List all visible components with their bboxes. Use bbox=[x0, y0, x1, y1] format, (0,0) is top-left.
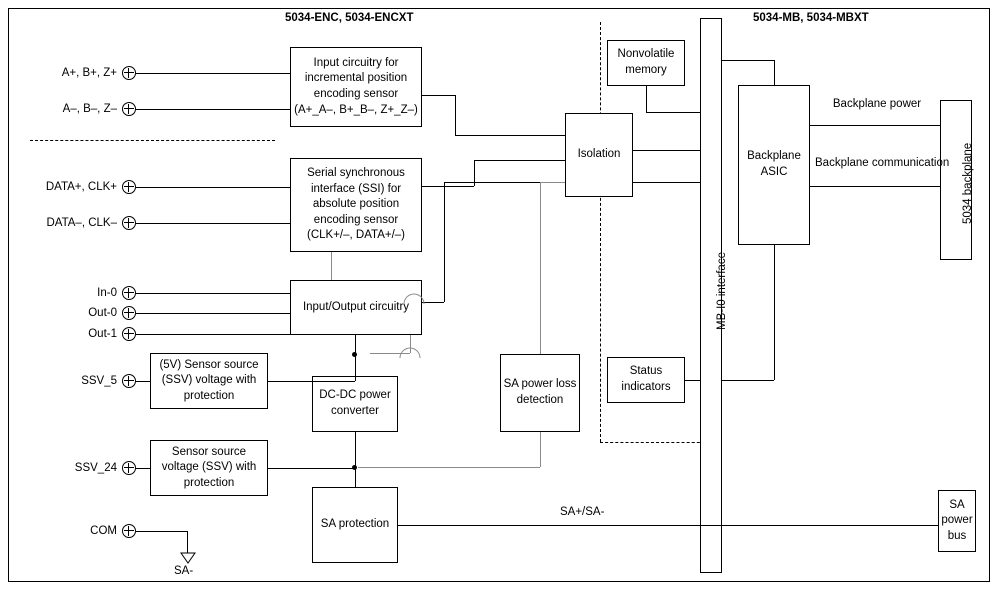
label-backplane-power bbox=[832, 97, 922, 112]
block-nonvolatile-memory[interactable]: Nonvolatile memory bbox=[607, 40, 685, 86]
wire-ssv-24 bbox=[136, 468, 150, 469]
block-status-indicators[interactable]: Status indicators bbox=[607, 357, 685, 403]
block-ssv-24-protection[interactable]: Sensor source voltage (SSV) with protection bbox=[150, 440, 268, 496]
wire-nvm-down bbox=[646, 86, 647, 112]
block-ssi[interactable]: Serial synchronous interface (SSI) for absolute position encoding sensor (CLK+/–, DATA+/–) bbox=[290, 158, 422, 252]
wire-a-plus bbox=[136, 73, 290, 74]
wire-com bbox=[136, 531, 188, 532]
wire-ssv5-node-up bbox=[355, 335, 356, 381]
label-a-plus: A+, B+, Z+ bbox=[61, 67, 117, 79]
terminal-ssv-5[interactable] bbox=[122, 374, 136, 388]
wire-io-out-v bbox=[444, 182, 445, 302]
block-dcdc-converter[interactable]: DC-DC power converter bbox=[312, 376, 398, 432]
header-encoder: 5034-ENC, 5034-ENCXT bbox=[285, 12, 414, 24]
wire-inc-out-v bbox=[455, 95, 456, 135]
wire-com-down bbox=[187, 531, 188, 553]
block-sa-power-loss[interactable]: SA power loss detection bbox=[500, 354, 580, 432]
terminal-ssv-24[interactable] bbox=[122, 461, 136, 475]
label-ssv-5: SSV_5 bbox=[81, 375, 117, 387]
wire-out-0 bbox=[136, 313, 290, 314]
wire-saloss-down bbox=[540, 432, 541, 467]
wire-nvm-to-mbio bbox=[646, 112, 700, 113]
wire-status-to-mbio bbox=[685, 380, 700, 381]
label-ssv-24: SSV_24 bbox=[74, 462, 117, 474]
wire-inc-out bbox=[422, 95, 455, 96]
label-out-0: Out-0 bbox=[88, 307, 117, 319]
terminal-a-plus[interactable] bbox=[122, 66, 136, 80]
wire-isolation-to-mbio-2 bbox=[633, 182, 700, 183]
block-mb-io-interface-label: MB-I0 interface bbox=[716, 252, 728, 330]
label-data-minus: DATA–, CLK– bbox=[46, 217, 117, 229]
divider-mb-lower bbox=[600, 442, 710, 443]
label-out-1: Out-1 bbox=[88, 328, 117, 340]
wire-jumper-arc-1 bbox=[402, 282, 428, 306]
wire-backplane-power bbox=[810, 125, 940, 126]
terminal-in-0[interactable] bbox=[122, 286, 136, 300]
terminal-out-1[interactable] bbox=[122, 327, 136, 341]
terminal-com[interactable] bbox=[122, 524, 136, 538]
header-motherboard: 5034-MB, 5034-MBXT bbox=[753, 12, 869, 24]
divider-incremental-ssi bbox=[30, 140, 275, 141]
terminal-data-minus[interactable] bbox=[122, 216, 136, 230]
label-in-0: In-0 bbox=[97, 287, 117, 299]
wire-asic-down bbox=[774, 245, 775, 380]
node-ssv5 bbox=[352, 352, 357, 357]
wire-isolation-to-mbio bbox=[633, 150, 700, 151]
terminal-data-plus[interactable] bbox=[122, 180, 136, 194]
wire-data-plus bbox=[136, 187, 290, 188]
block-sa-protection[interactable]: SA protection bbox=[312, 487, 398, 563]
wire-ssi-down-gray bbox=[331, 252, 332, 280]
wire-sa-bus bbox=[398, 525, 938, 526]
wire-inc-to-isolation bbox=[455, 135, 565, 136]
wire-in-0 bbox=[136, 293, 290, 294]
block-ssv-5-protection[interactable]: (5V) Sensor source (SSV) voltage with protection bbox=[150, 353, 268, 409]
wire-ssv5-out bbox=[268, 381, 355, 382]
wire-ssi-to-isolation bbox=[474, 160, 565, 161]
wire-ssv24-out bbox=[268, 468, 355, 469]
wire-asic-to-mbio-bottom bbox=[722, 380, 774, 381]
divider-enc-mb-vertical bbox=[600, 22, 601, 442]
wire-mbio-to-asic-top-v bbox=[774, 60, 775, 85]
wire-saloss-up bbox=[540, 182, 541, 354]
label-backplane-power-text: Backplane power bbox=[832, 98, 922, 110]
block-io-circuitry[interactable]: Input/Output circuitry bbox=[290, 280, 422, 335]
label-sa-minus: SA- bbox=[174, 565, 194, 577]
wire-jumper-arc-2 bbox=[398, 340, 424, 360]
wire-a-minus bbox=[136, 109, 290, 110]
block-isolation[interactable]: Isolation bbox=[565, 113, 633, 197]
label-backplane-communication-text: Backplane communication bbox=[815, 157, 950, 169]
block-incremental-input[interactable]: Input circuitry for incremental position encoding sensor (A+_A–, B+_B–, Z+_Z–) bbox=[290, 47, 422, 127]
wire-ssv-5 bbox=[136, 381, 150, 382]
sa-minus-ground-icon bbox=[180, 552, 196, 564]
wire-saloss-to-isolation bbox=[540, 182, 565, 183]
block-backplane-asic[interactable]: Backplane ASIC bbox=[738, 85, 810, 245]
label-backplane-communication bbox=[815, 156, 950, 171]
wire-out-1 bbox=[136, 334, 290, 335]
label-sa-bus: SA+/SA- bbox=[560, 506, 605, 518]
wire-dcdc-to-sa bbox=[355, 432, 356, 487]
terminal-a-minus[interactable] bbox=[122, 102, 136, 116]
wire-ssi-out bbox=[422, 186, 474, 187]
wire-data-minus bbox=[136, 223, 290, 224]
label-a-minus: A–, B–, Z– bbox=[62, 103, 117, 115]
label-data-plus: DATA+, CLK+ bbox=[45, 181, 117, 193]
wire-mbio-to-asic-top bbox=[722, 60, 774, 61]
block-5034-backplane-label: 5034 backplane bbox=[962, 142, 974, 224]
terminal-out-0[interactable] bbox=[122, 306, 136, 320]
wire-backplane-communication bbox=[810, 186, 940, 187]
wire-saloss-to-sa bbox=[358, 467, 540, 468]
block-sa-power-bus[interactable]: SA power bus bbox=[938, 490, 976, 552]
label-com: COM bbox=[90, 525, 117, 537]
